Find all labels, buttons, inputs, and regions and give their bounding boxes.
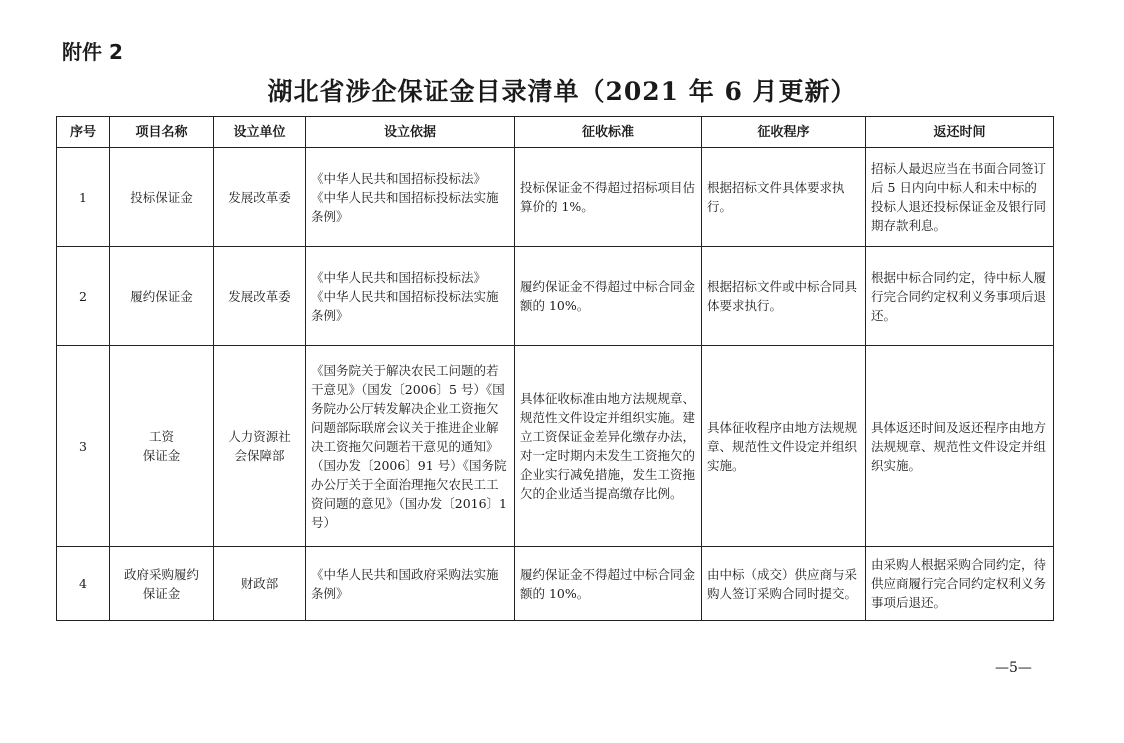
- cell-standard: 履约保证金不得超过中标合同金额的 10%。: [515, 247, 702, 346]
- header-name: 项目名称: [110, 117, 214, 148]
- cell-name: 工资 保证金: [110, 346, 214, 547]
- cell-no: 1: [57, 148, 110, 247]
- cell-basis: 《中华人民共和国招标投标法》 《中华人民共和国招标投标法实施条例》: [306, 247, 515, 346]
- cell-procedure: 根据招标文件具体要求执行。: [702, 148, 866, 247]
- cell-refund: 根据中标合同约定，待中标人履行完合同约定权利义务事项后退还。: [866, 247, 1054, 346]
- header-basis: 设立依据: [306, 117, 515, 148]
- header-standard: 征收标准: [515, 117, 702, 148]
- deposit-catalog-table: [56, 116, 1054, 621]
- table-row: [57, 247, 1054, 346]
- cell-no: 4: [57, 547, 110, 621]
- table-row: [57, 148, 1054, 247]
- cell-basis: 《中华人民共和国招标投标法》 《中华人民共和国招标投标法实施条例》: [306, 148, 515, 247]
- cell-unit: 发展改革委: [214, 148, 306, 247]
- cell-unit: 发展改革委: [214, 247, 306, 346]
- header-procedure: 征收程序: [702, 117, 866, 148]
- cell-standard: 履约保证金不得超过中标合同金额的 10%。: [515, 547, 702, 621]
- cell-no: 2: [57, 247, 110, 346]
- cell-name: 履约保证金: [110, 247, 214, 346]
- cell-refund: 招标人最迟应当在书面合同签订后 5 日内向中标人和未中标的投标人退还投标保证金及银行同期存款利息。: [866, 148, 1054, 247]
- table-row: [57, 346, 1054, 547]
- cell-no: 3: [57, 346, 110, 547]
- table-row: [57, 547, 1054, 621]
- page-number: —5—: [995, 660, 1032, 676]
- cell-procedure: 具体征收程序由地方法规规章、规范性文件设定并组织实施。: [702, 346, 866, 547]
- cell-unit: 财政部: [214, 547, 306, 621]
- cell-standard: 具体征收标准由地方法规规章、规范性文件设定并组织实施。建立工资保证金差异化缴存办法，对一定时期内未发生工资拖欠的企业实行减免措施，发生工资拖欠的企业适当提高缴存比例。: [515, 346, 702, 547]
- cell-refund: 具体返还时间及返还程序由地方法规规章、规范性文件设定并组织实施。: [866, 346, 1054, 547]
- cell-procedure: 由中标（成交）供应商与采购人签订采购合同时提交。: [702, 547, 866, 621]
- header-no: 序号: [57, 117, 110, 148]
- attachment-label: 附件 2: [62, 40, 123, 64]
- cell-unit: 人力资源社 会保障部: [214, 346, 306, 547]
- cell-procedure: 根据招标文件或中标合同具体要求执行。: [702, 247, 866, 346]
- cell-standard: 投标保证金不得超过招标项目估算价的 1%。: [515, 148, 702, 247]
- header-unit: 设立单位: [214, 117, 306, 148]
- cell-name: 政府采购履约 保证金: [110, 547, 214, 621]
- cell-basis: 《中华人民共和国政府采购法实施条例》: [306, 547, 515, 621]
- cell-basis: 《国务院关于解决农民工问题的若干意见》（国发〔2006〕5 号）《国务院办公厅转发解决企业工资拖欠问题部际联席会议关于推进企业解决工资拖欠问题若干意见的通知》（国办发〔2006〕91 号）《国务院办公厅关于全面治理拖欠农民工工资问题的意见》（国办发〔2016〕1 号）: [306, 346, 515, 547]
- header-refund: 返还时间: [866, 117, 1054, 148]
- table-header-row: [57, 117, 1054, 148]
- cell-refund: 由采购人根据采购合同约定，待供应商履行完合同约定权利义务事项后退还。: [866, 547, 1054, 621]
- page-title: 湖北省涉企保证金目录清单（2021 年 6 月更新）: [267, 77, 857, 106]
- cell-name: 投标保证金: [110, 148, 214, 247]
